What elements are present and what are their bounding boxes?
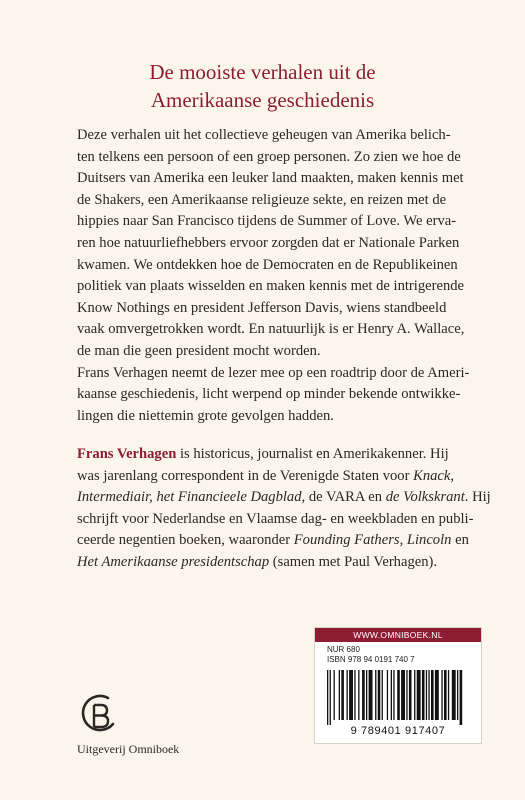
barcode-bar (393, 670, 394, 720)
barcode-bar (422, 670, 425, 720)
author-bio-line: schrijft voor Nederlandse en Vlaamse dag- en weekbladen en publi- (77, 510, 474, 527)
barcode-bar (435, 670, 439, 720)
author-bio-line (77, 487, 491, 509)
blurb-line: Frans Verhagen neemt de lezer mee op een roadtrip door de Ameri- (77, 364, 470, 381)
barcode-bar (397, 670, 400, 720)
barcode-bar (409, 670, 412, 720)
blurb-line: ten telkens een persoon of een groep personen. Zo zien we hoe de (77, 148, 461, 165)
blurb-line: vaak omvergetrokken wordt. En natuurlijk is er Henry A. Wallace, (77, 321, 465, 338)
blurb-line: Deze verhalen uit het collectieve geheugen van Amerika belich- (77, 127, 451, 143)
barcode-bar (448, 670, 449, 720)
barcode-bar (426, 670, 427, 720)
author-bio-line (77, 530, 477, 552)
blurb (77, 125, 477, 427)
book-title: Het Amerikaanse presidentschap (77, 553, 270, 570)
headline-line: De mooiste verhalen uit de (149, 60, 376, 84)
barcode-bar (441, 670, 442, 720)
barcode-bar (457, 670, 458, 720)
author-bio-text: (samen met Paul Verhagen). (269, 553, 438, 570)
barcode-bar (330, 670, 331, 725)
publication-title: Knack, (413, 467, 455, 484)
blurb-line: de Shakers, een Amerikaanse religieuze sekte, en reizen met de (77, 191, 447, 208)
author-name: Frans Verhagen (77, 446, 177, 462)
headline-line: Amerikaanse geschiedenis (150, 88, 375, 112)
blurb-line: de man die geen president mocht worden. (77, 342, 321, 359)
blurb-line: Know Nothings en president Jefferson Davis, wiens standbeeld (77, 299, 447, 316)
barcode-bar (334, 670, 335, 720)
blurb-line: hippies naar San Francisco tijdens de Summer of Love. We erva- (77, 213, 457, 230)
author-bio-text: is historicus, journalist en Amerikakenner. Hij (176, 446, 449, 462)
barcode-icon (327, 670, 469, 725)
barcode-bar (452, 670, 456, 720)
author-bio-text: , de VARA en (301, 489, 386, 506)
publisher-name: Uitgeverij Omniboek (77, 742, 180, 756)
author-bio-text: was jarenlang correspondent in de Verenigde Staten voor (77, 467, 414, 484)
blurb-line: Duitsers van Amerika een leuker land maakten, maken kennis met (77, 170, 464, 187)
barcode-bar (354, 670, 355, 720)
barcode-bar (428, 670, 429, 720)
author-bio-line (77, 466, 477, 488)
barcode-bar (401, 670, 405, 720)
barcode-bar (339, 670, 340, 720)
author-bio-text: . Hij (464, 489, 491, 506)
barcode-bar (406, 670, 407, 720)
author-bio-text: ceerde negentien boeken, waaronder (77, 532, 294, 549)
barcode-number: 9 789401 917407 (350, 725, 446, 737)
barcode-bar (347, 670, 348, 720)
publication-title: Intermediair, het Financieele Dagblad (77, 489, 302, 506)
barcode-label (314, 627, 482, 744)
book-title: Founding Fathers, Lincoln (293, 532, 452, 549)
barcode-bar (369, 670, 373, 720)
headline (0, 58, 525, 114)
publication-title: de Volkskrant (385, 489, 465, 506)
barcode-bar (366, 670, 367, 720)
barcode-bar (375, 670, 376, 720)
barcode-bar (327, 670, 328, 725)
author-bio (77, 444, 491, 574)
author-bio-line (77, 552, 477, 574)
barcode-bar (431, 670, 434, 720)
blurb-line: lingen die niettemin grote gevolgen hadden. (77, 407, 334, 424)
nur-code: NUR 680 (327, 645, 360, 654)
barcode-bar (391, 670, 392, 720)
barcode-bar (382, 670, 383, 720)
barcode-bar (460, 670, 463, 725)
isbn-text: ISBN 978 94 0191 740 7 (327, 655, 415, 664)
blurb-line: politiek van plaats wisselden en maken kennis met de intrigerende (77, 278, 465, 295)
barcode-bar (444, 670, 447, 720)
barcode-bar (378, 670, 381, 720)
blurb-line: ren hoe natuurliefhebbers ervoor zorgden dat er Nationale Parken (77, 234, 460, 251)
blurb-line: kaanse geschiedenis, licht werpend op minder bekende ontwikke- (77, 386, 461, 403)
author-bio-text: en (451, 532, 469, 549)
barcode-bar (362, 670, 365, 720)
barcode-bar (349, 670, 353, 720)
blurb-line: kwamen. We ontdekken hoe de Democraten en de Republikeinen (77, 256, 458, 273)
omniboek-logo-icon (77, 692, 121, 738)
barcode-bar (341, 670, 344, 720)
barcode-bar (417, 670, 421, 720)
publisher-url: WWW.OMNIBOEK.NL (315, 628, 481, 642)
barcode-bar (387, 670, 388, 720)
author-bio-line (77, 444, 477, 466)
barcode-bar (358, 670, 359, 720)
barcode-bar (414, 670, 415, 720)
